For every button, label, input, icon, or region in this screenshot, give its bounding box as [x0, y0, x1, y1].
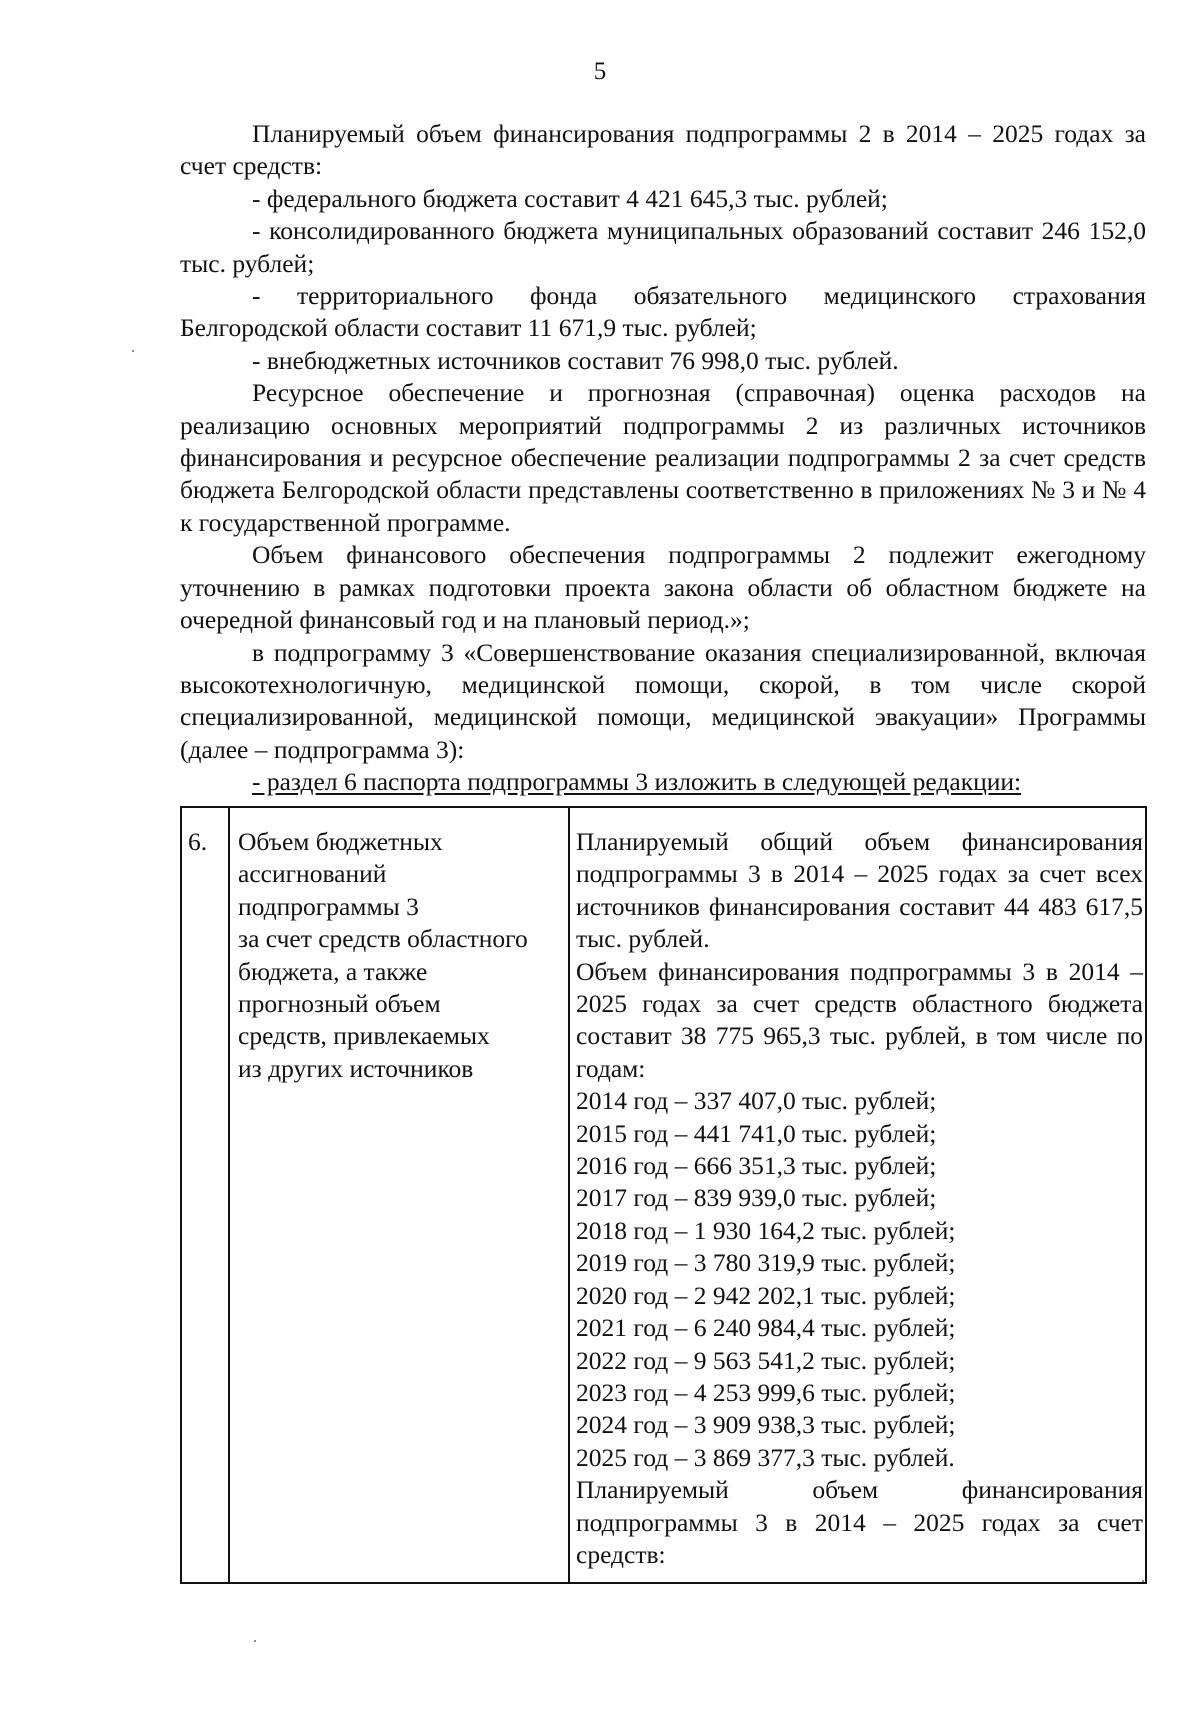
name-line: средств, привлекаемых — [238, 1021, 490, 1051]
year-amount: 2015 год – 441 741,0 тыс. рублей; — [576, 1118, 937, 1148]
value-regional: Объем финансирования подпрограммы 3 в 2014 – 2025 годах за счет средств областного бюджета составит 38 775 965,3 тыс. рублей, в том числе по годам: — [576, 956, 1143, 1083]
paragraph: - консолидированного бюджета муниципальных образований составит 246 152,0 тыс. рублей; — [180, 216, 1146, 278]
year-amount: 2019 год – 3 780 319,9 тыс. рублей; — [576, 1248, 956, 1278]
row-number: 6. — [188, 827, 208, 856]
year-amount: 2022 год – 9 563 541,2 тыс. рублей; — [576, 1345, 956, 1375]
name-line: за счет средств областного — [238, 924, 528, 954]
year-amount: 2025 год – 3 869 377,3 тыс. рублей. — [576, 1442, 955, 1472]
paragraph: в подпрограмму 3 «Совершенствование оказания специализированной, включая высокотехнологичную, медицинской помощи, скорой, в том числе скорой специализированной, медицинской помощи, медицинской эвакуации» Программы (далее – подпрограмма 3): — [180, 637, 1146, 764]
name-line: подпрограммы 3 — [238, 891, 419, 921]
name-line: бюджета, а также — [238, 956, 428, 986]
paragraph: Ресурсное обеспечение и прогнозная (справочная) оценка расходов на реализацию основных мероприятий подпрограммы 2 из различных источников финансирования и ресурсное обеспечение реализации подпрограммы 2 за счет средств бюджета Белгородской области представлены соответственно в приложениях № 3 и № 4 к государственной программе. — [180, 378, 1146, 537]
scan-speck — [254, 1640, 256, 1642]
year-amount: 2018 год – 1 930 164,2 тыс. рублей; — [576, 1215, 956, 1245]
year-amount: 2020 год – 2 942 202,1 тыс. рублей; — [576, 1280, 956, 1310]
year-amount: 2023 год – 4 253 999,6 тыс. рублей; — [576, 1377, 956, 1407]
name-line: Объем бюджетных — [238, 827, 443, 856]
value-outro: Планируемый объем финансирования подпрограммы 3 в 2014 – 2025 годах за счет средств: — [576, 1475, 1143, 1569]
scan-speck — [132, 350, 134, 352]
paragraph: - внебюджетных источников составит 76 998,0 тыс. рублей. — [252, 345, 899, 375]
year-amount: 2014 год – 337 407,0 тыс. рублей; — [576, 1086, 937, 1116]
table-cell-row-number — [182, 808, 230, 1582]
paragraph: - территориального фонда обязательного медицинского страхования Белгородской области составит 11 671,9 тыс. рублей; — [180, 281, 1146, 343]
paragraph: - федерального бюджета составит 4 421 645,3 тыс. рублей; — [252, 183, 888, 213]
year-amount: 2024 год – 3 909 938,3 тыс. рублей; — [576, 1410, 956, 1440]
name-line: из других источников — [238, 1053, 474, 1083]
year-amount: 2016 год – 666 351,3 тыс. рублей; — [576, 1151, 937, 1181]
page-number: 5 — [593, 58, 607, 85]
table-cell-name — [230, 808, 570, 1582]
paragraph: Планируемый объем финансирования подпрограммы 2 в 2014 – 2025 годах за счет средств: — [180, 119, 1146, 181]
year-amount: 2017 год – 839 939,0 тыс. рублей; — [576, 1183, 937, 1213]
name-line: ассигнований — [238, 859, 387, 889]
scan-speck — [1142, 1580, 1144, 1582]
paragraph: Объем финансового обеспечения подпрограммы 2 подлежит ежегодному уточнению в рамках подготовки проекта закона области об областном бюджете на очередной финансовый год и на плановый период.»; — [180, 540, 1146, 635]
paragraph-section-instruction: - раздел 6 паспорта подпрограммы 3 изложить в следующей редакции: — [252, 767, 1022, 797]
passport-table — [180, 806, 1147, 1584]
body-text — [180, 118, 1146, 799]
year-amount: 2021 год – 6 240 984,4 тыс. рублей; — [576, 1313, 956, 1343]
table-cell-value — [570, 808, 1147, 1582]
value-intro: Планируемый общий объем финансирования подпрограммы 3 в 2014 – 2025 годах за счет всех источников финансирования составит 44 483 617,5 тыс. рублей. — [576, 827, 1143, 954]
name-line: прогнозный объем — [238, 989, 441, 1019]
